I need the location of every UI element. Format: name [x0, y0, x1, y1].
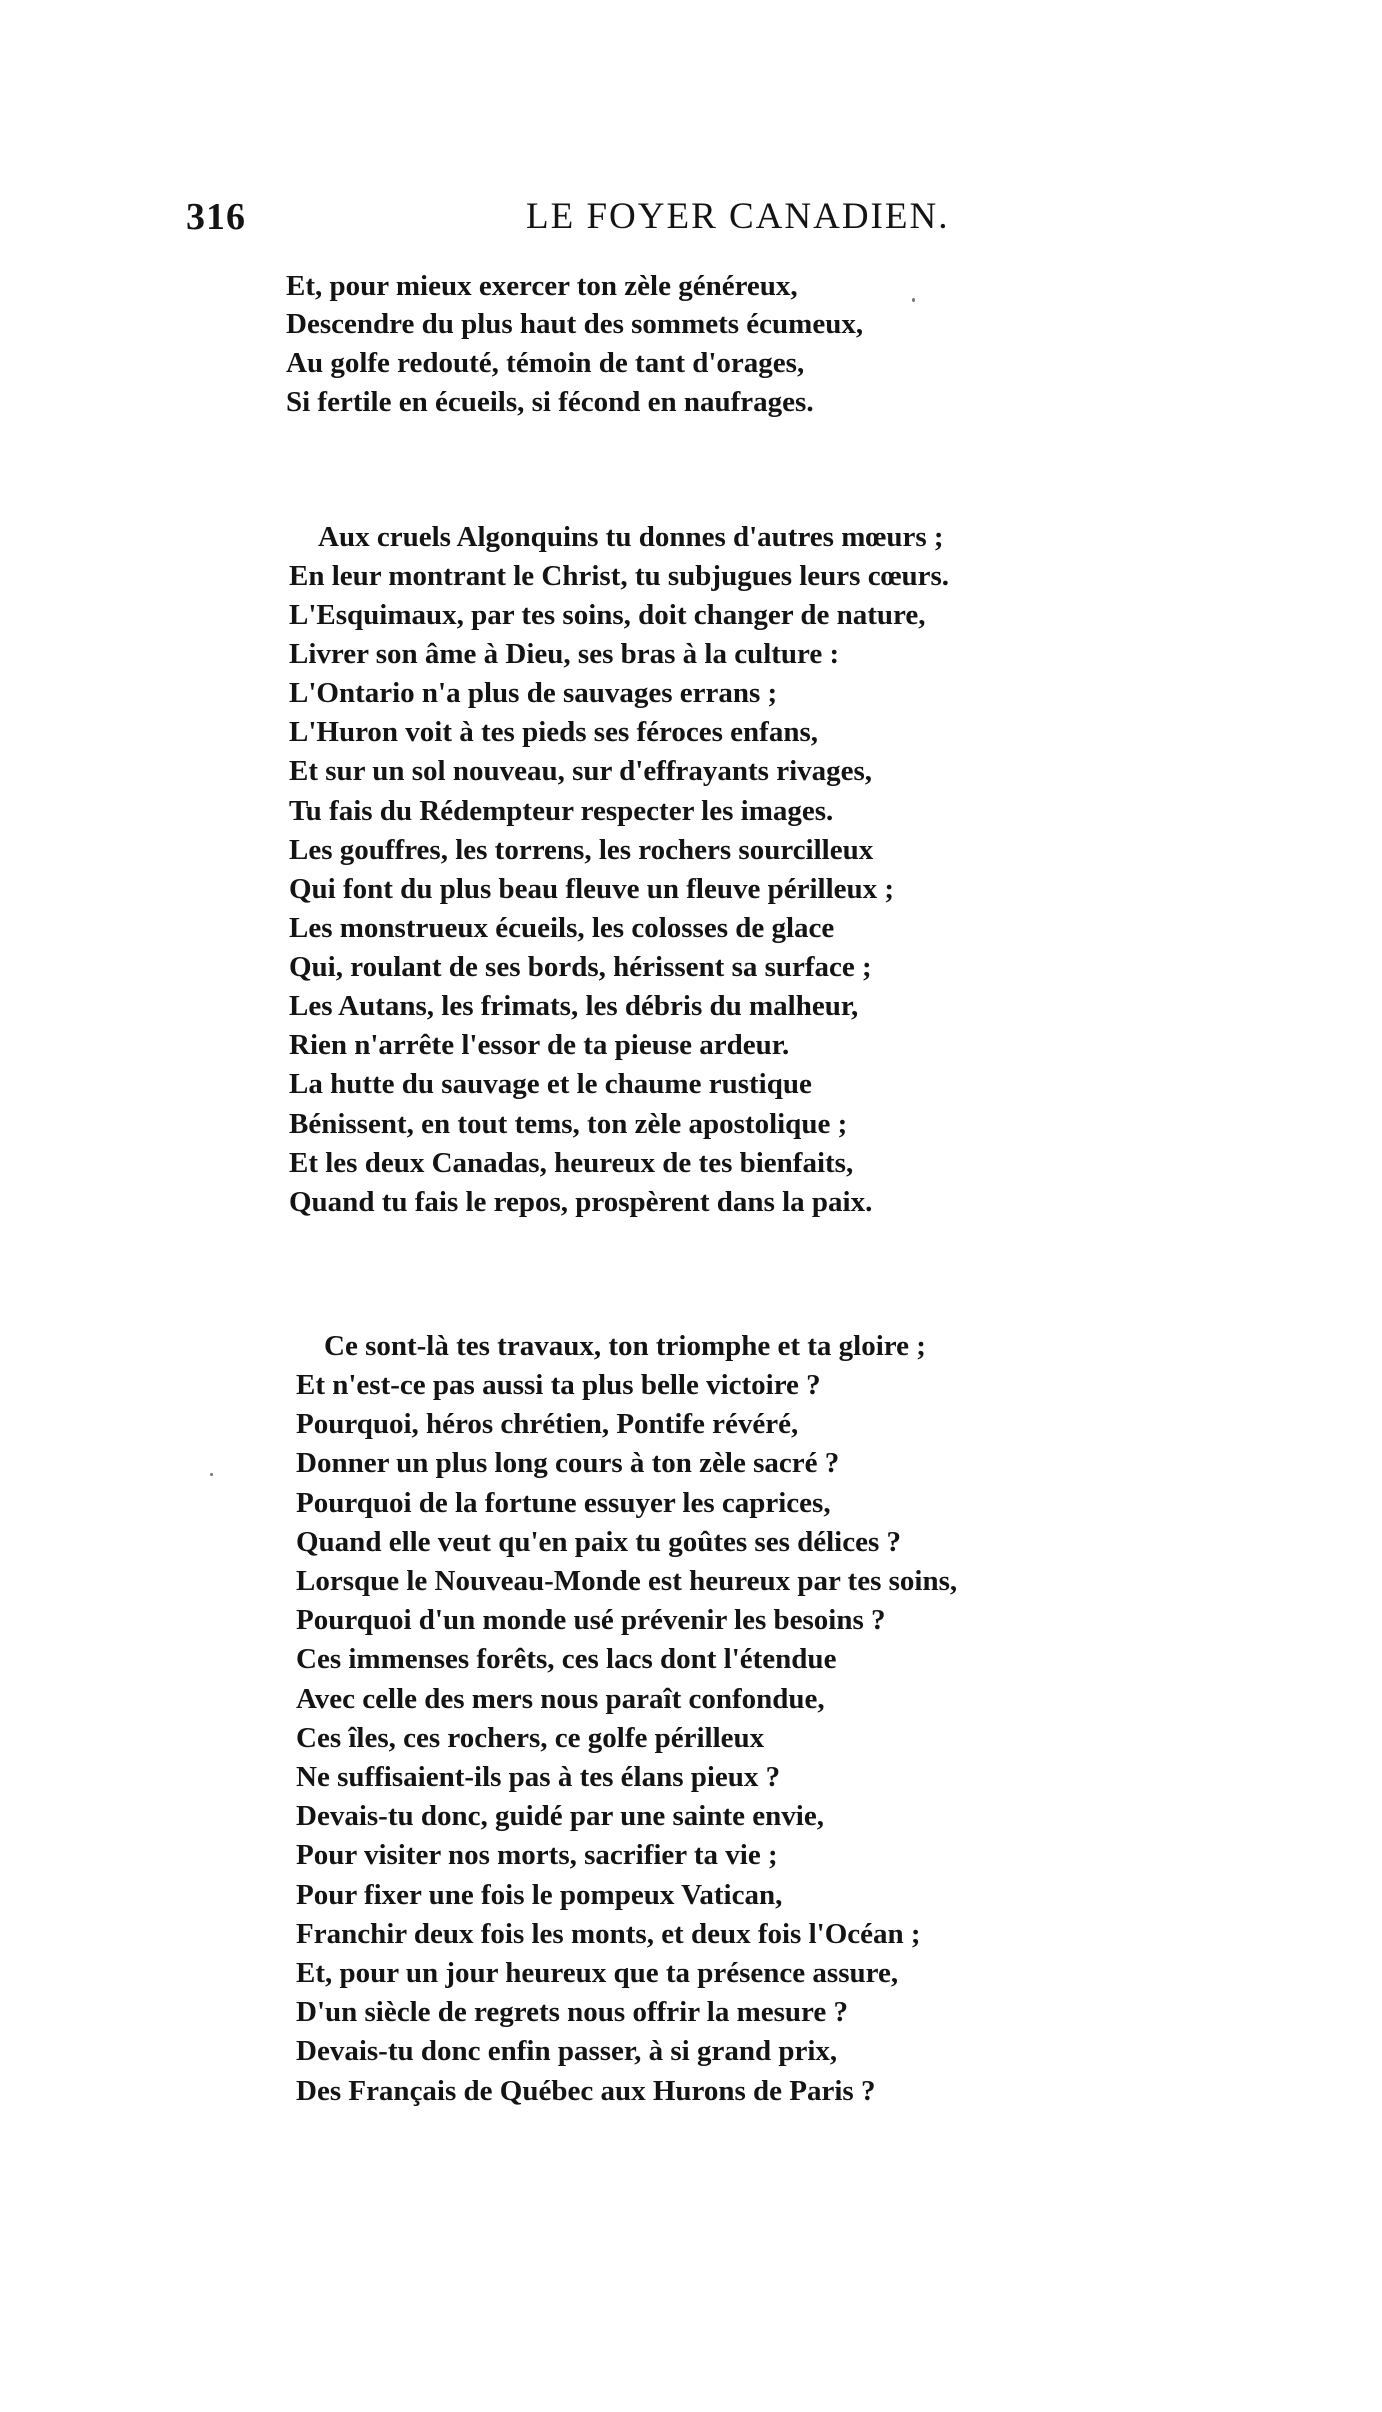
verse-line: En leur montrant le Christ, tu subjugues leurs cœurs.	[289, 560, 950, 592]
verse-line: Les gouffres, les torrens, les rochers sourcilleux	[289, 834, 874, 866]
verse-line: Bénissent, en tout tems, ton zèle apostolique ;	[289, 1108, 848, 1140]
verse-line: Tu fais du Rédempteur respecter les images.	[289, 795, 834, 827]
verse-line: Des Français de Québec aux Hurons de Paris ?	[296, 2075, 876, 2107]
verse-line: Devais-tu donc, guidé par une sainte envie,	[296, 1800, 824, 1832]
verse-line: Ce sont-là tes travaux, ton triomphe et ta gloire ;	[324, 1330, 926, 1362]
verse-line: Ces immenses forêts, ces lacs dont l'étendue	[296, 1643, 837, 1675]
verse-line: Pourquoi, héros chrétien, Pontife révéré,	[296, 1408, 799, 1440]
verse-line: Livrer son âme à Dieu, ses bras à la culture :	[289, 638, 840, 670]
verse-line: Pourquoi d'un monde usé prévenir les besoins ?	[296, 1604, 886, 1636]
verse-line: Les monstrueux écueils, les colosses de glace	[289, 912, 835, 944]
page-number: 316	[186, 196, 246, 238]
verse-line: Avec celle des mers nous paraît confondue,	[296, 1683, 825, 1715]
verse-line: Descendre du plus haut des sommets écumeux,	[286, 308, 864, 340]
verse-line: Quand tu fais le repos, prospèrent dans la paix.	[289, 1186, 873, 1218]
verse-line: Franchir deux fois les monts, et deux fois l'Océan ;	[296, 1918, 921, 1950]
verse-line: Les Autans, les frimats, les débris du malheur,	[289, 990, 859, 1022]
verse-line: Au golfe redouté, témoin de tant d'orages,	[286, 347, 805, 379]
verse-line: L'Esquimaux, par tes soins, doit changer de nature,	[289, 599, 926, 631]
verse-line: Et, pour un jour heureux que ta présence assure,	[296, 1957, 899, 1989]
print-speck	[210, 1473, 213, 1476]
verse-line: Pourquoi de la fortune essuyer les caprices,	[296, 1487, 831, 1519]
verse-line: Rien n'arrête l'essor de ta pieuse ardeur.	[289, 1029, 790, 1061]
verse-line: Qui, roulant de ses bords, hérissent sa surface ;	[289, 951, 872, 983]
verse-line: Et sur un sol nouveau, sur d'effrayants rivages,	[289, 755, 873, 787]
verse-line: Aux cruels Algonquins tu donnes d'autres mœurs ;	[318, 521, 944, 553]
page-header	[0, 192, 1382, 242]
verse-line: Et n'est-ce pas aussi ta plus belle victoire ?	[296, 1369, 821, 1401]
verse-line: Et, pour mieux exercer ton zèle généreux,	[286, 270, 798, 302]
verse-line: Ces îles, ces rochers, ce golfe périlleux	[296, 1722, 765, 1754]
verse-line: L'Huron voit à tes pieds ses féroces enfans,	[289, 716, 818, 748]
print-speck	[912, 298, 915, 302]
verse-line: D'un siècle de regrets nous offrir la mesure ?	[296, 1996, 849, 2028]
verse-line: Devais-tu donc enfin passer, à si grand prix,	[296, 2035, 838, 2067]
verse-line: Pour fixer une fois le pompeux Vatican,	[296, 1879, 783, 1911]
verse-line: Donner un plus long cours à ton zèle sacré ?	[296, 1447, 840, 1479]
verse-line: Qui font du plus beau fleuve un fleuve périlleux ;	[289, 873, 895, 905]
verse-line: Si fertile en écueils, si fécond en naufrages.	[286, 386, 814, 418]
verse-line: Ne suffisaient-ils pas à tes élans pieux ?	[296, 1761, 781, 1793]
verse-line: Pour visiter nos morts, sacrifier ta vie ;	[296, 1839, 778, 1871]
verse-line: Lorsque le Nouveau-Monde est heureux par tes soins,	[296, 1565, 958, 1597]
verse-line: L'Ontario n'a plus de sauvages errans ;	[289, 677, 778, 709]
verse-line: Quand elle veut qu'en paix tu goûtes ses délices ?	[296, 1526, 902, 1558]
verse-line: La hutte du sauvage et le chaume rustique	[289, 1068, 812, 1100]
running-title: LE FOYER CANADIEN.	[526, 196, 950, 237]
verse-line: Et les deux Canadas, heureux de tes bienfaits,	[289, 1147, 854, 1179]
